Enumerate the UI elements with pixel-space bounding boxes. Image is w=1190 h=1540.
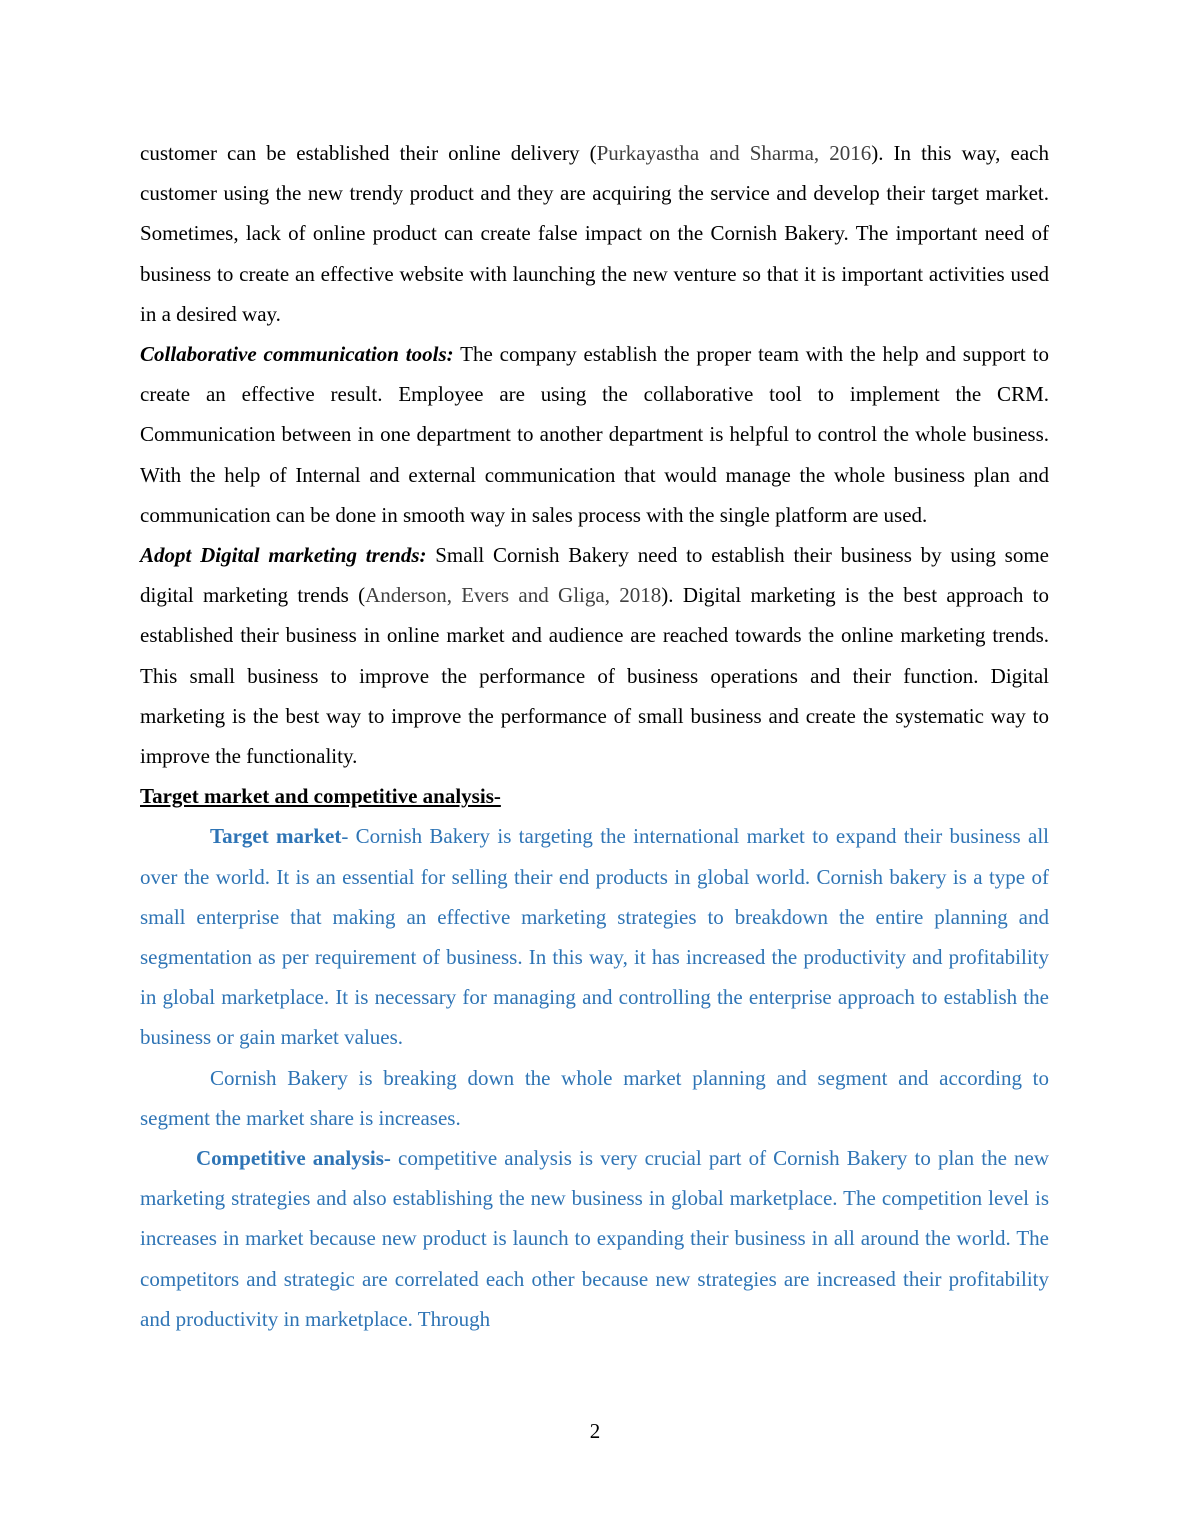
paragraph-competitive-analysis (140, 1138, 1049, 1339)
paragraph-text: ). Digital marketing is the best approach to established their business in online market and audience are reached towards the online marketing trends. This small business to improve the performance of business operations and their function. Digital marketing is the best way to improve the performance of small business and create the systematic way to improve the functionality. (140, 583, 1049, 769)
paragraph-text: Small Cornish Bakery need to establish their business by using some digital marketing trends ( (140, 543, 1049, 608)
citation: Purkayastha and Sharma, 2016 (596, 141, 872, 165)
paragraph-target-market (140, 816, 1049, 1057)
paragraph-text: The company establish the proper team with the help and support to create an effective result. Employee are using the collaborative tool to implement the CRM. Communication between in one department to another department is helpful to control the whole business. With the help of Internal and external communication that would manage the whole business plan and communication can be done in smooth way in sales process with the single platform are used. (140, 342, 1049, 527)
paragraph-text: - Cornish Bakery is targeting the international market to expand their business all over the world. It is an essential for selling their end products in global world. Cornish bakery is a type of small enterprise that making an effective marketing strategies to breakdown the entire planning and segmentation as per requirement of business. In this way, it has increased the productivity and profitability in global marketplace. It is necessary for managing and controlling the enterprise approach to establish the business or gain market values. (140, 824, 1049, 1050)
paragraph-lead-heading: Adopt Digital marketing trends: (140, 543, 427, 568)
paragraph-text: customer can be established their online delivery ( (140, 141, 597, 165)
paragraph-lead-heading: Competitive analysis- (196, 1146, 391, 1171)
paragraph-text: Cornish Bakery is breaking down the whole market planning and segment and according to segment the market share is increases. (140, 1065, 1049, 1130)
section-heading: Target market and competitive analysis- (140, 784, 501, 809)
document-body (140, 133, 1049, 1339)
citation: Anderson, Evers and Gliga, 2018 (365, 583, 662, 608)
paragraph-lead-heading: Collaborative communication tools: (140, 342, 454, 367)
paragraph-collaborative-tools (140, 334, 1049, 535)
paragraph-market-segment (140, 1058, 1049, 1138)
paragraph-lead-heading: Target market (210, 824, 342, 849)
paragraph-digital-marketing (140, 535, 1049, 776)
paragraph-text: competitive analysis is very crucial part of Cornish Bakery to plan the new marketing strategies and also establishing the new business in global marketplace. The competition level is increases in market because new product is launch to expanding their business in all around the world. The competitors and strategic are correlated each other because new strategies are increased their profitability and productivity in marketplace. Through (140, 1146, 1049, 1331)
paragraph-text: ). In this way, each customer using the new trendy product and they are acquiring the service and develop their target market. Sometimes, lack of online product can create false impact on the Cornish Bakery. The important need of business to create an effective website with launching the new venture so that it is important activities used in a desired way. (140, 141, 1049, 326)
page-number: 2 (589, 1419, 601, 1443)
paragraph-online-delivery (140, 133, 1049, 334)
